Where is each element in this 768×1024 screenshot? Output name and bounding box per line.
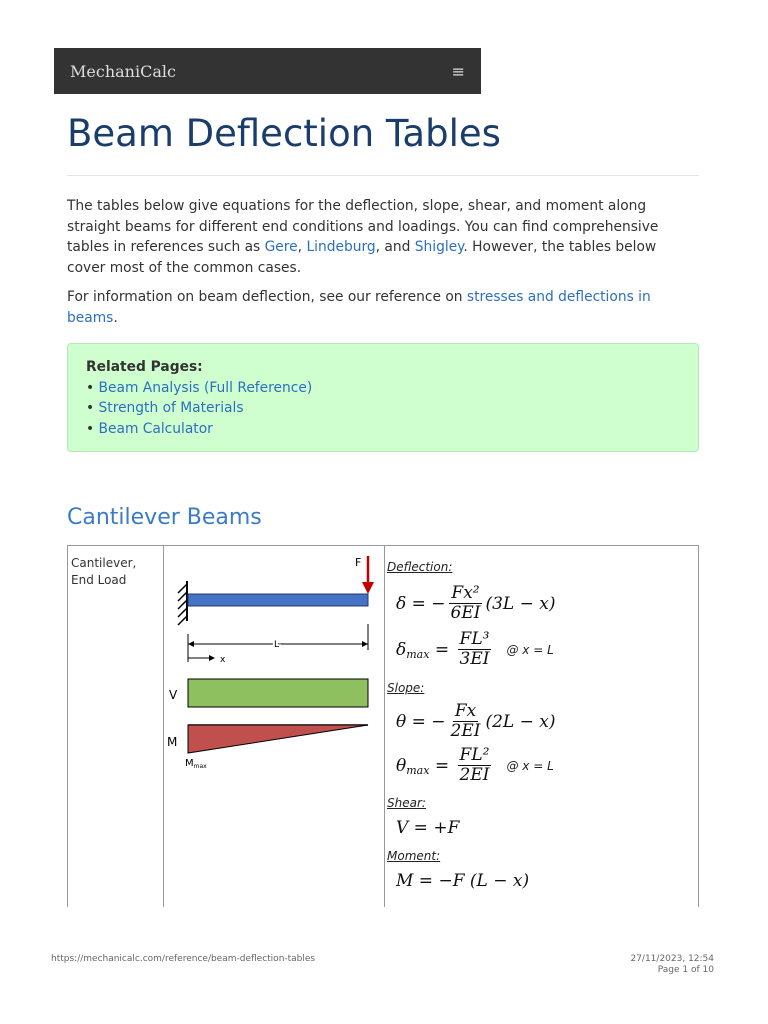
moment-diagram	[188, 725, 368, 753]
eq-fraction	[458, 746, 492, 785]
case-cell	[68, 546, 164, 907]
eq-num: FL²	[459, 745, 490, 765]
beam-diagram	[163, 546, 384, 908]
intro-paragraph	[67, 196, 667, 278]
dim-arrow-right	[362, 641, 368, 647]
navbar	[54, 48, 481, 94]
footer-meta	[630, 954, 714, 976]
eq-sub: max	[406, 648, 430, 661]
link-beam-analysis[interactable]: Beam Analysis (Full Reference)	[98, 379, 313, 396]
footer-page: Page 1 of 10	[657, 965, 714, 975]
shear-label: V	[169, 688, 178, 702]
deflection-equation	[396, 584, 556, 623]
bullet: •	[86, 400, 99, 416]
eq-part: θ	[396, 755, 407, 776]
eq-num: FL³	[459, 629, 490, 649]
eq-part: θ = −	[396, 711, 446, 732]
eq-den: 2EI	[450, 721, 481, 741]
eq-condition: @ x = L	[506, 758, 554, 773]
slope-max-equation	[396, 746, 554, 785]
eq-den: 6EI	[450, 603, 481, 623]
related-item	[86, 378, 680, 399]
link-shigley[interactable]: Shigley	[414, 239, 464, 255]
force-arrow-head	[362, 582, 374, 594]
x-label: x	[220, 655, 226, 665]
slope-label: Slope:	[387, 681, 425, 695]
case-label: Cantilever, End Load	[71, 556, 137, 587]
info-text: .	[113, 309, 118, 326]
shear-equation: V = +F	[396, 818, 460, 838]
related-item	[86, 398, 680, 419]
length-label: L	[274, 640, 280, 650]
eq-part: (2L − x)	[485, 711, 556, 732]
intro-sep: , and	[375, 239, 415, 255]
link-gere[interactable]: Gere	[264, 239, 298, 255]
link-lindeburg[interactable]: Lindeburg	[306, 239, 376, 255]
related-pages-box	[67, 343, 699, 452]
eq-den: 2EI	[459, 765, 490, 785]
eq-num: Fx²	[451, 583, 480, 603]
eq-condition: @ x = L	[506, 642, 554, 657]
intro-text: . However, the tables below cover most of the common cases.	[67, 239, 657, 276]
link-strength-materials[interactable]: Strength of Materials	[98, 400, 244, 416]
link-beam-calculator[interactable]: Beam Calculator	[98, 420, 213, 437]
equations-cell	[384, 546, 698, 907]
mmax-label: $M_{max}$	[185, 758, 207, 770]
beam-rect	[188, 594, 368, 606]
info-text: For information on beam deflection, see our reference on	[67, 289, 467, 305]
force-label: F	[355, 556, 362, 569]
deflection-max-equation	[396, 630, 554, 669]
link-stresses-deflections[interactable]: stresses and deflections in beams	[67, 289, 651, 326]
section-title: Cantilever Beams	[67, 505, 262, 530]
bullet: •	[86, 379, 99, 396]
intro-text: The tables below give equations for the deflection, slope, shear, and moment along straight beams for different end conditions and loadings. You can find comprehensive tables in references such as	[67, 198, 659, 255]
footer-date: 27/11/2023, 12:54	[630, 954, 714, 964]
eq-part: (3L − x)	[485, 593, 556, 614]
hamburger-icon[interactable]: ≡	[451, 61, 465, 81]
eq-num: Fx	[454, 701, 477, 721]
info-paragraph	[67, 287, 667, 328]
eq-fraction	[449, 584, 483, 623]
shear-equation-label: Shear:	[387, 796, 426, 810]
eq-part: δ = −	[396, 593, 446, 614]
shear-diagram	[188, 679, 368, 707]
eq-part: =	[429, 755, 455, 776]
moment-equation: M = −F (L − x)	[396, 871, 530, 891]
diagram-cell	[163, 546, 385, 907]
cantilever-table	[67, 545, 699, 907]
x-arrow-head	[209, 655, 215, 661]
eq-den: 3EI	[459, 649, 490, 669]
related-item	[86, 419, 680, 440]
moment-label: M	[167, 735, 178, 749]
title-divider	[67, 175, 699, 176]
footer-url: https://mechanicalc.com/reference/beam-deflection-tables	[51, 954, 316, 964]
eq-fraction	[458, 630, 492, 669]
eq-part: =	[429, 639, 455, 660]
slope-equation	[396, 702, 556, 741]
intro-sep: ,	[297, 239, 307, 255]
eq-part: δ	[396, 639, 407, 660]
brand-logo[interactable]: MechaniCalc	[70, 61, 176, 81]
wall-hatch	[178, 584, 187, 625]
deflection-label: Deflection:	[387, 560, 453, 574]
related-pages-header: Related Pages:	[86, 359, 203, 375]
bullet: •	[86, 420, 99, 437]
page-title: Beam Deflection Tables	[67, 112, 501, 155]
dim-arrow-left	[188, 641, 194, 647]
moment-equation-label: Moment:	[387, 849, 441, 863]
eq-fraction	[449, 702, 483, 741]
eq-sub: max	[406, 764, 430, 777]
